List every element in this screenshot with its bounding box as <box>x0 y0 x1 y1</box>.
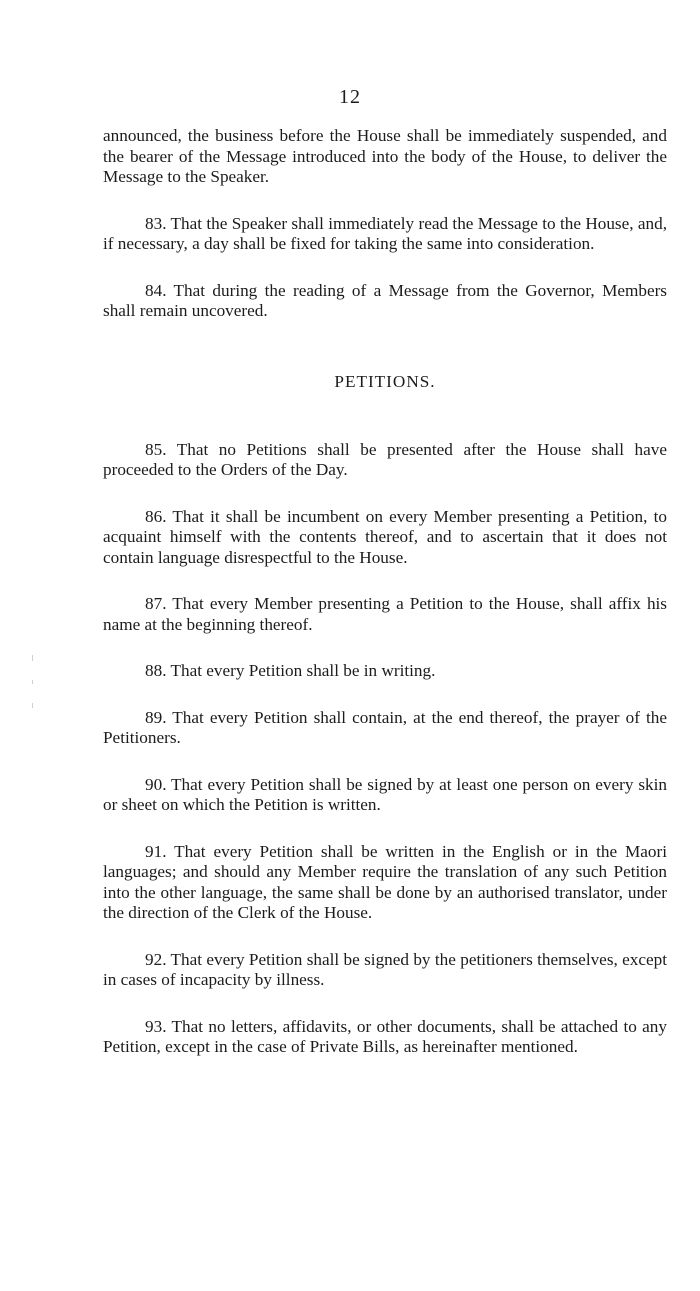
paragraph-84: 84. That during the reading of a Message from the Governor, Members shall remain uncovered. <box>103 280 667 320</box>
paragraph-continued: announced, the business before the House shall be immediately suspended, and the bearer of the Message introduced into the body of the House, to deliver the Message to the Speaker. <box>103 126 667 186</box>
paragraph-83: 83. That the Speaker shall immediately read the Message to the House, and, if necessary, a day shall be fixed for taking the same into consideration. <box>103 213 667 253</box>
paragraph-91: 91. That every Petition shall be written in the English or in the Maori languages; and should any Member require the translation of any such Petition into the other language, the same shall be done by an authorised translator, under the direction of the Clerk of the House. <box>103 841 667 922</box>
paragraph-89: 89. That every Petition shall contain, at the end thereof, the prayer of the Petitioners. <box>103 707 667 747</box>
paragraph-92: 92. That every Petition shall be signed by the petitioners themselves, except in cases of incapacity by illness. <box>103 949 667 989</box>
scan-speck <box>32 680 33 684</box>
paragraph-88: 88. That every Petition shall be in writing. <box>145 661 436 680</box>
paragraph-87: 87. That every Member presenting a Petition to the House, shall affix his name at the beginning thereof. <box>103 594 667 634</box>
scan-speck <box>32 703 33 708</box>
section-heading: PETITIONS. <box>334 371 436 391</box>
scan-speck <box>32 655 33 661</box>
page-body <box>103 126 667 1058</box>
paragraph-90: 90. That every Petition shall be signed by at least one person on every skin or sheet on which the Petition is written. <box>103 774 667 814</box>
paragraph-86: 86. That it shall be incumbent on every Member presenting a Petition, to acquaint himself with the contents thereof, and to ascertain that it does not contain language disrespectful to the House. <box>103 506 667 567</box>
page-number: 12 <box>339 86 361 108</box>
paragraph-93: 93. That no letters, affidavits, or other documents, shall be attached to any Petition, except in the case of Private Bills, as hereinafter mentioned. <box>103 1016 667 1056</box>
paragraph-85: 85. That no Petitions shall be presented after the House shall have proceeded to the Orders of the Day. <box>103 439 667 479</box>
